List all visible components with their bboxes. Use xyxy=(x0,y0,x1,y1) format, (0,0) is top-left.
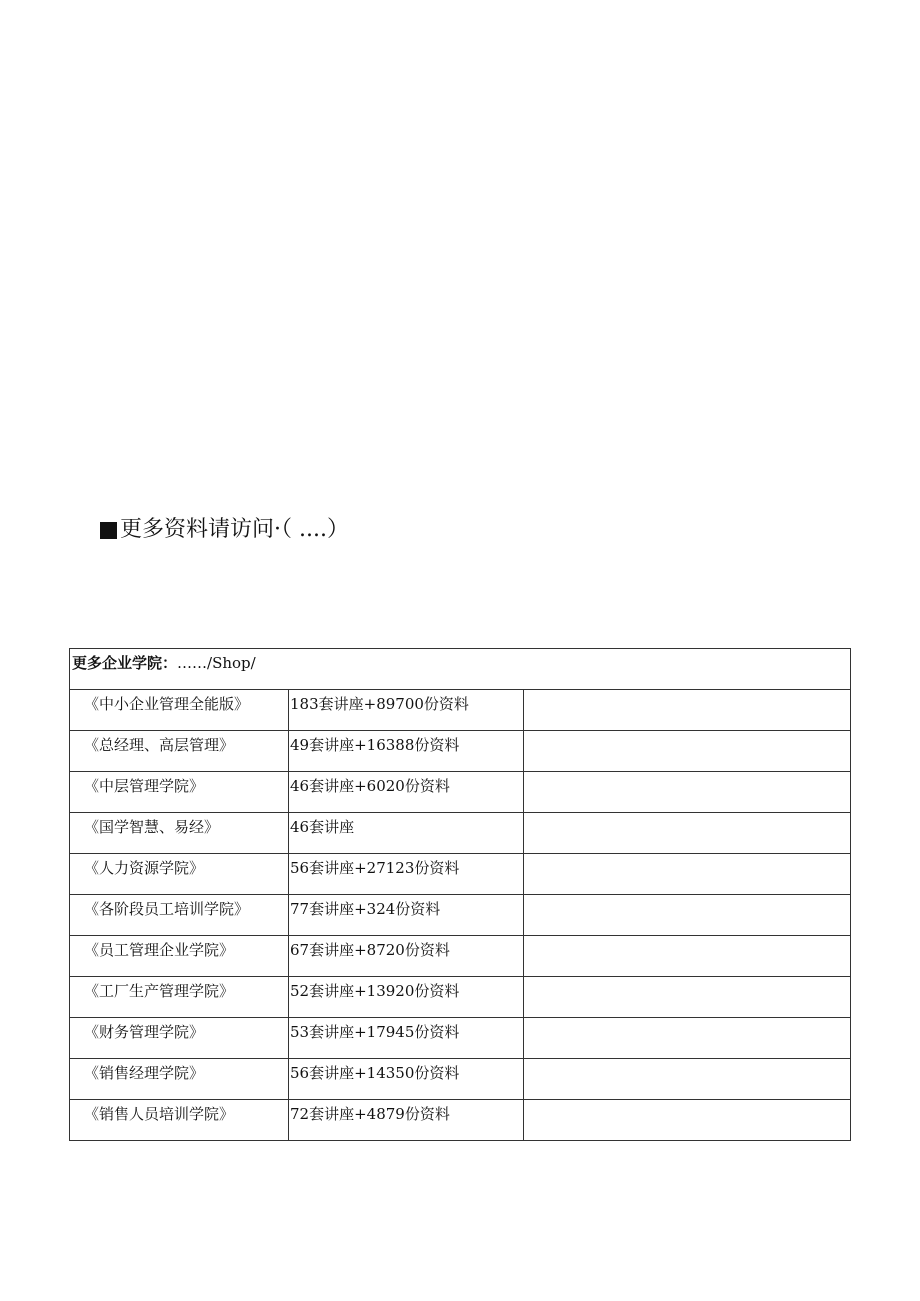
visit-notice-text: 更多资料请访问·（ ....） xyxy=(120,517,349,542)
academy-content-cell: 52套讲座+13920份资料 xyxy=(289,977,524,1018)
academy-content-cell: 46套讲座 xyxy=(289,813,524,854)
table-row xyxy=(70,690,851,731)
academy-content-cell: 183套讲座+89700份资料 xyxy=(289,690,524,731)
academy-extra-cell xyxy=(524,1059,851,1100)
academy-name-cell: 《各阶段员工培训学院》 xyxy=(70,895,289,936)
academy-extra-cell xyxy=(524,1018,851,1059)
academy-content-cell: 53套讲座+17945份资料 xyxy=(289,1018,524,1059)
academy-name-cell: 《销售人员培训学院》 xyxy=(70,1100,289,1141)
academy-extra-cell xyxy=(524,772,851,813)
academy-content-cell: 72套讲座+4879份资料 xyxy=(289,1100,524,1141)
academy-content-cell: 56套讲座+27123份资料 xyxy=(289,854,524,895)
table-row xyxy=(70,895,851,936)
table-row xyxy=(70,854,851,895)
header-label: 更多企业学院： xyxy=(72,654,178,672)
academy-content-cell: 56套讲座+14350份资料 xyxy=(289,1059,524,1100)
visit-notice xyxy=(100,513,349,547)
academy-name-cell: 《国学智慧、易经》 xyxy=(70,813,289,854)
academy-extra-cell xyxy=(524,854,851,895)
academy-content-cell: 77套讲座+324份资料 xyxy=(289,895,524,936)
table-header-cell xyxy=(70,649,851,690)
academy-name-cell: 《销售经理学院》 xyxy=(70,1059,289,1100)
academy-extra-cell xyxy=(524,813,851,854)
black-square-icon xyxy=(100,522,117,539)
academy-extra-cell xyxy=(524,690,851,731)
academy-content-cell: 67套讲座+8720份资料 xyxy=(289,936,524,977)
table-header-row xyxy=(70,649,851,690)
academy-name-cell: 《人力资源学院》 xyxy=(70,854,289,895)
academy-extra-cell xyxy=(524,895,851,936)
table-row xyxy=(70,813,851,854)
academy-extra-cell xyxy=(524,1100,851,1141)
academy-name-cell: 《工厂生产管理学院》 xyxy=(70,977,289,1018)
academy-extra-cell xyxy=(524,936,851,977)
table-row xyxy=(70,1059,851,1100)
table-row xyxy=(70,1100,851,1141)
academy-name-cell: 《中小企业管理全能版》 xyxy=(70,690,289,731)
table-row xyxy=(70,1018,851,1059)
academy-content-cell: 49套讲座+16388份资料 xyxy=(289,731,524,772)
academy-content-cell: 46套讲座+6020份资料 xyxy=(289,772,524,813)
academy-name-cell: 《财务管理学院》 xyxy=(70,1018,289,1059)
academy-extra-cell xyxy=(524,977,851,1018)
table-row xyxy=(70,977,851,1018)
table-row xyxy=(70,772,851,813)
header-url: ……/Shop/ xyxy=(177,654,256,672)
academy-catalog-table xyxy=(69,648,851,1141)
academy-name-cell: 《中层管理学院》 xyxy=(70,772,289,813)
academy-name-cell: 《员工管理企业学院》 xyxy=(70,936,289,977)
academy-name-cell: 《总经理、高层管理》 xyxy=(70,731,289,772)
table-row xyxy=(70,936,851,977)
table-row xyxy=(70,731,851,772)
academy-extra-cell xyxy=(524,731,851,772)
